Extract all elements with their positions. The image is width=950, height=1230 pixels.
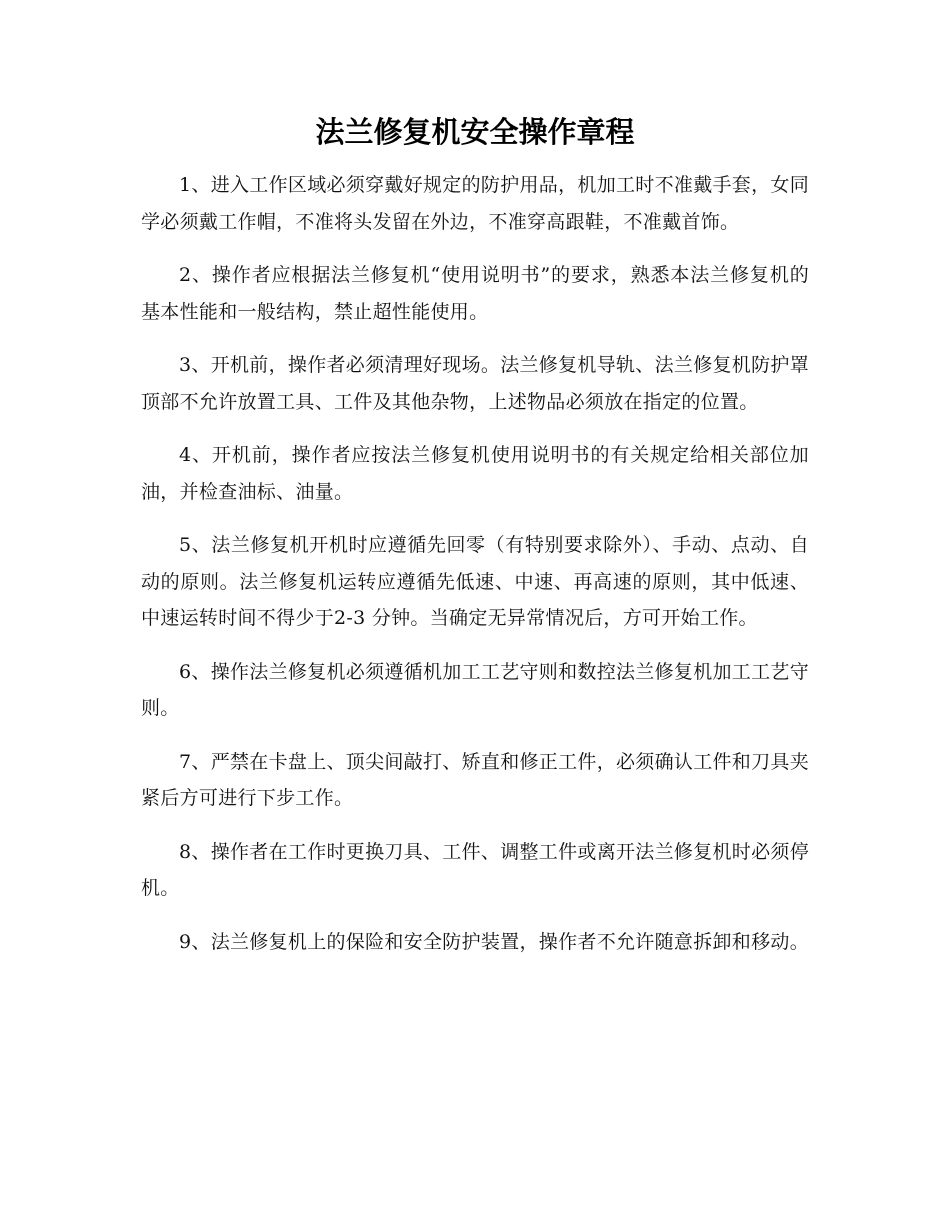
paragraph-2: 2、操作者应根据法兰修复机“使用说明书”的要求，熟悉本法兰修复机的基本性能和一般结构，禁止超性能使用。 [141, 264, 809, 323]
document-title: 法兰修复机安全操作章程 [315, 115, 635, 149]
paragraph-9: 9、法兰修复机上的保险和安全防护装置，操作者不允许随意拆卸和移动。 [179, 930, 809, 953]
paragraph-1: 1、进入工作区域必须穿戴好规定的防护用品，机加工时不准戴手套，女同学必须戴工作帽，不准将头发留在外边，不准穿高跟鞋，不准戴首饰。 [141, 174, 809, 233]
paragraph-7: 7、严禁在卡盘上、顶尖间敲打、矫直和修正工件，必须确认工件和刀具夹紧后方可进行下步工作。 [141, 750, 809, 809]
document-body [141, 167, 809, 977]
paragraph-3: 3、开机前，操作者必须清理好现场。法兰修复机导轨、法兰修复机防护罩顶部不允许放置工具、工件及其他杂物，上述物品必须放在指定的位置。 [141, 354, 809, 413]
paragraph-6: 6、操作法兰修复机必须遵循机加工工艺守则和数控法兰修复机加工工艺守则。 [141, 660, 809, 719]
paragraph-5: 5、法兰修复机开机时应遵循先回零（有特别要求除外）、手动、点动、自动的原则。法兰修复机运转应遵循先低速、中速、再高速的原则，其中低速、中速运转时间不得少于2-3 分钟。当确定无异常情况后，方可开始工作。 [141, 534, 809, 629]
paragraph-8: 8、操作者在工作时更换刀具、工件、调整工件或离开法兰修复机时必须停机。 [141, 840, 809, 899]
paragraph-4: 4、开机前，操作者应按法兰修复机使用说明书的有关规定给相关部位加油，并检查油标、油量。 [141, 444, 809, 503]
